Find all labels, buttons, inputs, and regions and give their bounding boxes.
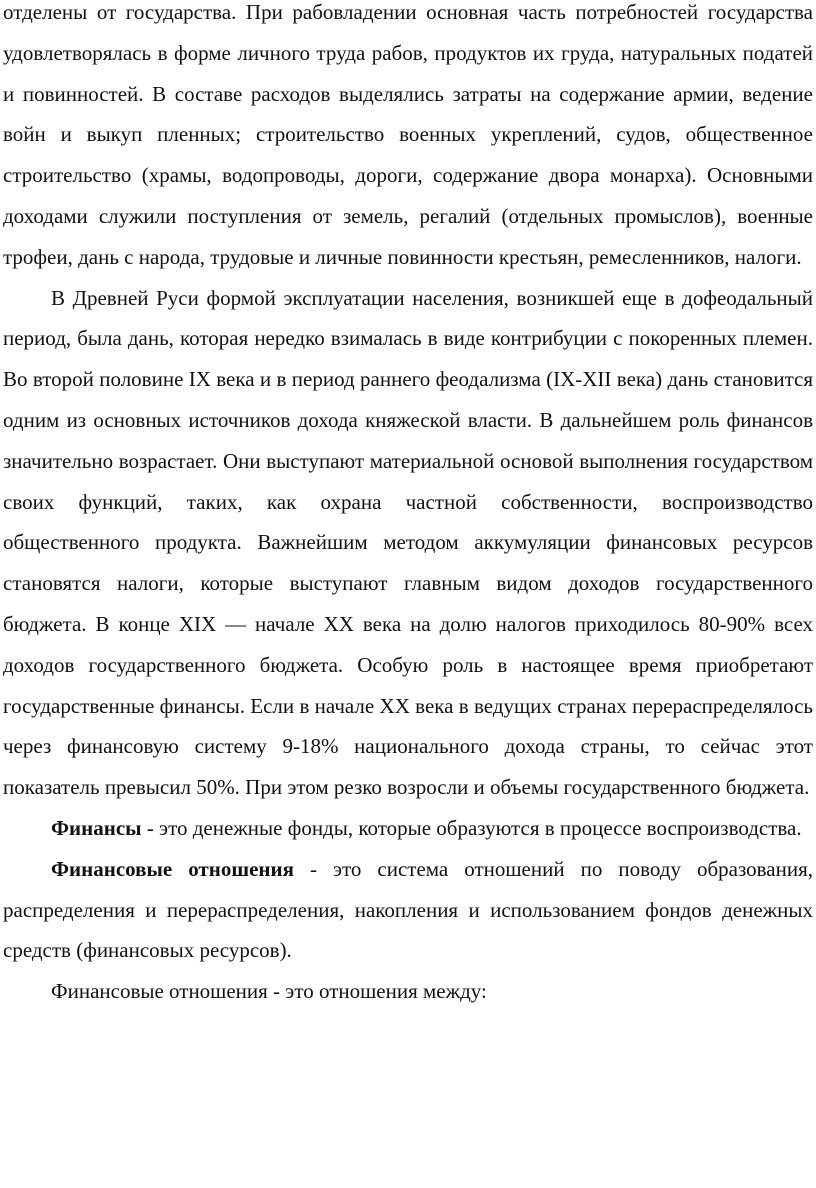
term-financial-relations: Финансовые отношения — [51, 856, 294, 881]
definition-financial-relations-text: - это система отношений по поводу образования, распределения и перераспределения, накопления и использованием фондов денежных средств (финансовых ресурсов). — [3, 856, 813, 963]
term-finance: Финансы — [51, 815, 142, 840]
paragraph-continuation: отделены от государства. При рабовладении основная часть потребностей государства удовлетворялась в форме личного труда рабов, продуктов их груда, натуральных податей и повинностей. В составе расходов выделялись затраты на содержание армии, ведение войн и выкуп пленных; строительство военных укреплений, судов, общественное строительство (храмы, водопроводы, дороги, содержание двора монарха). Основными доходами служили поступления от земель, регалий (отдельных промыслов), военные трофеи, дань с народа, трудовые и личные повинности крестьян, ремесленников, налоги. — [3, 0, 813, 269]
definition-finance-text: - это денежные фонды, которые образуются в процессе воспроизводства. — [141, 815, 802, 840]
paragraph-finance-definition — [3, 808, 813, 849]
paragraph-relations-between: Финансовые отношения - это отношения между: — [51, 979, 487, 1004]
paragraph-ancient-rus: В Древней Руси формой эксплуатации населения, возникшей еще в дофеодальный период, была дань, которая нередко взималась в виде контрибуции с покоренных племен. Во второй половине IX века и в период раннего феодализма (IX-XII века) дань становится одним из основных источников дохода княжеской власти. В дальнейшем роль финансов значительно возрастает. Они выступают материальной основой выполнения государством своих функций, таких, как охрана частной собственности, воспроизводство общественного продукта. Важнейшим методом аккумуляции финансовых ресурсов становятся налоги, которые выступают главным видом доходов государственного бюджета. В конце XIX — начале XX века на долю налогов приходилось 80-90% всех доходов государственного бюджета. Особую роль в настоящее время приобретают государственные финансы. Если в начале XX века в ведущих странах перераспределялось через финансовую систему 9-18% национального дохода страны, то сейчас этот показатель превысил 50%. При этом резко возросли и объемы государственного бюджета. — [3, 285, 813, 800]
paragraph-financial-relations-definition — [3, 849, 813, 971]
